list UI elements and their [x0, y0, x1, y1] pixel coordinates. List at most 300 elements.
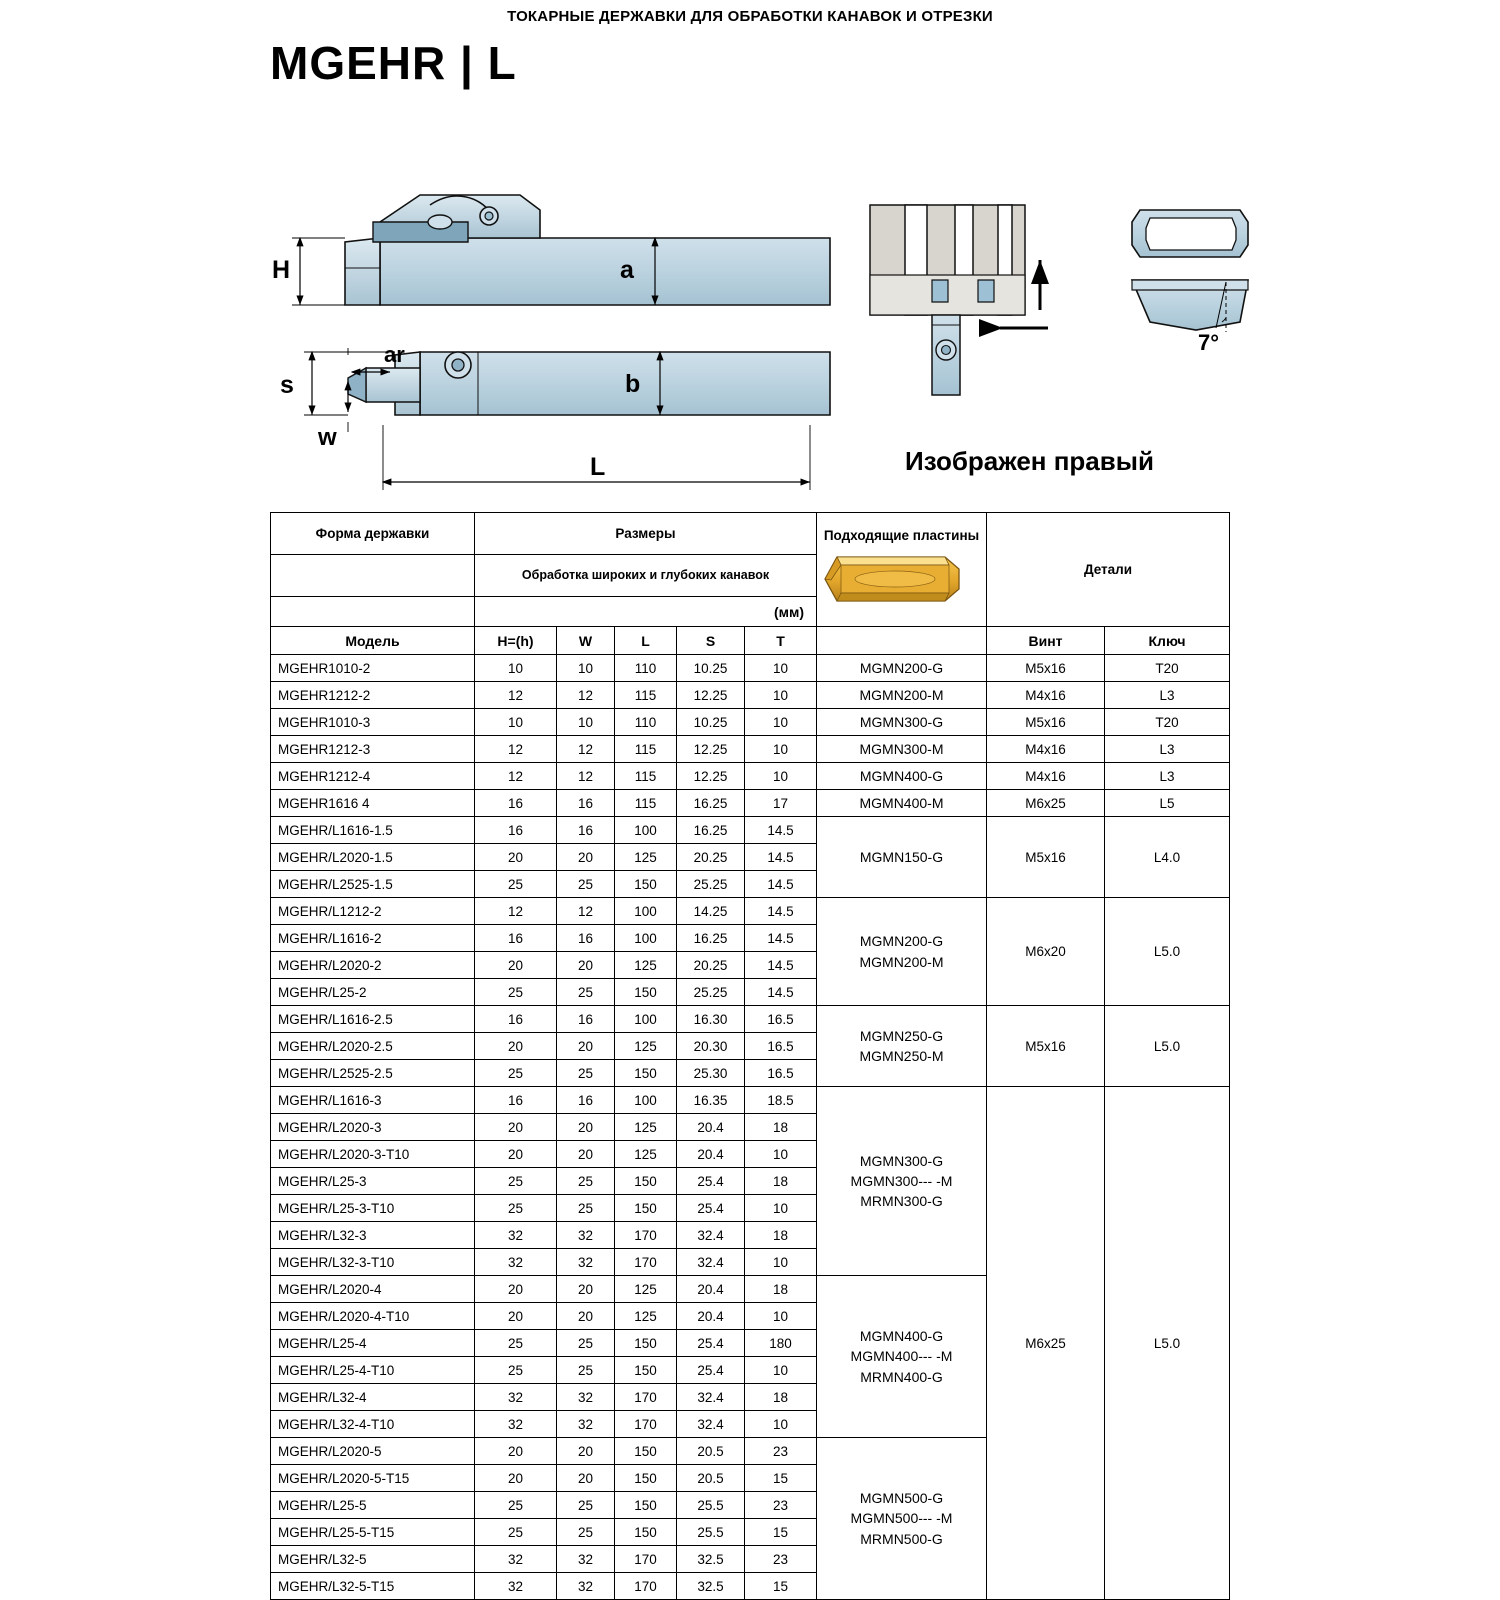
cell-s: 25.4 — [677, 1357, 745, 1384]
cell-s: 20.5 — [677, 1438, 745, 1465]
cell-l: 150 — [615, 1465, 677, 1492]
cell-insert — [817, 898, 987, 1006]
cell-s: 25.5 — [677, 1519, 745, 1546]
cell-model: MGEHR/L32-4-T10 — [271, 1411, 475, 1438]
th-model: Модель — [271, 627, 475, 655]
cell-h: 10 — [475, 709, 557, 736]
th-sizes: Размеры — [475, 513, 817, 555]
cell-screw: M6x25 — [987, 790, 1105, 817]
cell-h: 32 — [475, 1573, 557, 1600]
th-details: Детали — [987, 513, 1230, 627]
cell-model: MGEHR/L2020-2 — [271, 952, 475, 979]
cell-t: 10 — [745, 682, 817, 709]
svg-text:ar: ar — [384, 342, 405, 367]
cell-insert — [817, 763, 987, 790]
cell-key: L5 — [1105, 790, 1230, 817]
cell-insert — [817, 817, 987, 898]
insert-line: MGMN250-M — [859, 1048, 944, 1064]
cell-s: 25.25 — [677, 871, 745, 898]
cell-w: 25 — [557, 979, 615, 1006]
cell-h: 25 — [475, 1492, 557, 1519]
insert-line: MGMN500--- -M — [850, 1510, 953, 1527]
cell-key: L5.0 — [1105, 898, 1230, 1006]
cell-w: 12 — [557, 898, 615, 925]
cell-h: 10 — [475, 655, 557, 682]
cell-h: 12 — [475, 736, 557, 763]
cell-t: 15 — [745, 1573, 817, 1600]
insert-line: MGMN200-M — [859, 953, 944, 970]
cell-h: 20 — [475, 1141, 557, 1168]
cell-w: 20 — [557, 1303, 615, 1330]
cell-model: MGEHR/L32-4 — [271, 1384, 475, 1411]
cell-w: 32 — [557, 1411, 615, 1438]
cell-w: 25 — [557, 1519, 615, 1546]
cell-t: 14.5 — [745, 817, 817, 844]
cell-t: 14.5 — [745, 871, 817, 898]
cell-screw: M5x16 — [987, 817, 1105, 898]
cell-l: 150 — [615, 1195, 677, 1222]
cell-t: 15 — [745, 1465, 817, 1492]
cell-l: 125 — [615, 1033, 677, 1060]
cell-s: 20.25 — [677, 844, 745, 871]
cell-l: 125 — [615, 1276, 677, 1303]
insert-line: MGMN300-M — [859, 740, 944, 757]
cell-model: MGEHR1212-2 — [271, 682, 475, 709]
cell-t: 14.5 — [745, 979, 817, 1006]
cell-w: 10 — [557, 655, 615, 682]
table-row — [271, 817, 1230, 844]
cell-model: MGEHR/L32-5-T15 — [271, 1573, 475, 1600]
cell-insert — [817, 790, 987, 817]
table-row — [271, 1087, 1230, 1114]
cell-w: 20 — [557, 1465, 615, 1492]
svg-text:H: H — [272, 256, 291, 284]
cell-s: 12.25 — [677, 736, 745, 763]
table-row — [271, 709, 1230, 736]
cell-model: MGEHR/L2020-5 — [271, 1438, 475, 1465]
cell-t: 18 — [745, 1276, 817, 1303]
cell-t: 16.5 — [745, 1033, 817, 1060]
cell-screw: M5x16 — [987, 709, 1105, 736]
cell-h: 25 — [475, 979, 557, 1006]
insert-line: MGMN250-G — [859, 1027, 944, 1044]
cell-model: MGEHR/L25-3-T10 — [271, 1195, 475, 1222]
cell-model: MGEHR/L1212-2 — [271, 898, 475, 925]
cell-w: 20 — [557, 1033, 615, 1060]
cell-h: 12 — [475, 763, 557, 790]
cell-s: 20.5 — [677, 1465, 745, 1492]
th-l: L — [615, 627, 677, 655]
cell-h: 20 — [475, 952, 557, 979]
cell-t: 10 — [745, 1195, 817, 1222]
cell-model: MGEHR1212-3 — [271, 736, 475, 763]
cell-t: 18.5 — [745, 1087, 817, 1114]
cell-insert — [817, 655, 987, 682]
cell-key: L5.0 — [1105, 1087, 1230, 1600]
cell-t: 18 — [745, 1114, 817, 1141]
cell-l: 150 — [615, 1168, 677, 1195]
cell-s: 25.4 — [677, 1330, 745, 1357]
insert-line: MRMN500-G — [860, 1530, 943, 1547]
cell-w: 20 — [557, 1141, 615, 1168]
cell-h: 20 — [475, 1033, 557, 1060]
cell-h: 25 — [475, 1357, 557, 1384]
cell-model: MGEHR/L32-5 — [271, 1546, 475, 1573]
cell-t: 10 — [745, 736, 817, 763]
cell-insert — [817, 682, 987, 709]
cell-screw: M6x20 — [987, 898, 1105, 1006]
cell-s: 32.4 — [677, 1411, 745, 1438]
cell-model: MGEHR/L1616-2.5 — [271, 1006, 475, 1033]
cell-t: 10 — [745, 709, 817, 736]
cell-h: 20 — [475, 1465, 557, 1492]
cell-s: 20.25 — [677, 952, 745, 979]
cell-s: 16.30 — [677, 1006, 745, 1033]
cell-h: 25 — [475, 1195, 557, 1222]
cell-t: 16.5 — [745, 1060, 817, 1087]
cell-w: 20 — [557, 952, 615, 979]
cell-model: MGEHR/L25-5-T15 — [271, 1519, 475, 1546]
cell-w: 25 — [557, 1330, 615, 1357]
th-inserts: Подходящие пластины — [823, 528, 980, 544]
cell-w: 25 — [557, 1357, 615, 1384]
cell-l: 170 — [615, 1573, 677, 1600]
cell-l: 115 — [615, 790, 677, 817]
insert-illustration — [817, 549, 967, 611]
cell-s: 20.4 — [677, 1276, 745, 1303]
cell-h: 25 — [475, 1330, 557, 1357]
cell-s: 32.4 — [677, 1222, 745, 1249]
cell-l: 170 — [615, 1249, 677, 1276]
table-row — [271, 1006, 1230, 1033]
table-row — [271, 655, 1230, 682]
insert-line: MGMN200-G — [859, 933, 944, 950]
cell-s: 25.25 — [677, 979, 745, 1006]
cell-w: 20 — [557, 1438, 615, 1465]
cell-w: 10 — [557, 709, 615, 736]
cell-w: 25 — [557, 1168, 615, 1195]
cell-h: 25 — [475, 1519, 557, 1546]
cell-l: 115 — [615, 763, 677, 790]
cell-t: 16.5 — [745, 1006, 817, 1033]
cell-key: T20 — [1105, 709, 1230, 736]
cell-model: MGEHR/L25-4-T10 — [271, 1357, 475, 1384]
cell-l: 110 — [615, 655, 677, 682]
cell-t: 18 — [745, 1384, 817, 1411]
cell-t: 180 — [745, 1330, 817, 1357]
cell-l: 170 — [615, 1546, 677, 1573]
cell-w: 32 — [557, 1222, 615, 1249]
cell-key: L3 — [1105, 682, 1230, 709]
cell-l: 100 — [615, 898, 677, 925]
cell-l: 115 — [615, 736, 677, 763]
cell-s: 32.5 — [677, 1546, 745, 1573]
cell-w: 16 — [557, 817, 615, 844]
cell-h: 16 — [475, 1006, 557, 1033]
cell-s: 20.4 — [677, 1141, 745, 1168]
svg-text:L: L — [590, 453, 606, 481]
cell-h: 12 — [475, 682, 557, 709]
table-row — [271, 736, 1230, 763]
th-h: H=(h) — [475, 627, 557, 655]
cell-t: 23 — [745, 1492, 817, 1519]
cell-key: L5.0 — [1105, 1006, 1230, 1087]
svg-text:Изображен правый: Изображен правый — [905, 446, 1154, 476]
cell-model: MGEHR/L32-3-T10 — [271, 1249, 475, 1276]
insert-photo-cell — [817, 513, 987, 627]
cell-h: 32 — [475, 1411, 557, 1438]
cell-model: MGEHR/L2020-3 — [271, 1114, 475, 1141]
cell-s: 10.25 — [677, 655, 745, 682]
cell-t: 10 — [745, 1249, 817, 1276]
cell-s: 16.25 — [677, 925, 745, 952]
cell-insert — [817, 736, 987, 763]
th-mm: (мм) — [475, 597, 817, 627]
svg-text:w: w — [318, 424, 337, 451]
cell-t: 17 — [745, 790, 817, 817]
cell-screw: M4x16 — [987, 763, 1105, 790]
th-form-blank2 — [271, 597, 475, 627]
cell-model: MGEHR/L1616-1.5 — [271, 817, 475, 844]
cell-screw: M5x16 — [987, 1006, 1105, 1087]
cell-screw: M4x16 — [987, 736, 1105, 763]
cell-h: 16 — [475, 817, 557, 844]
th-form-blank — [271, 555, 475, 597]
cell-l: 125 — [615, 844, 677, 871]
th-screw: Винт — [987, 627, 1105, 655]
cell-h: 25 — [475, 1060, 557, 1087]
cell-l: 150 — [615, 1330, 677, 1357]
th-t: T — [745, 627, 817, 655]
cell-w: 16 — [557, 790, 615, 817]
th-form: Форма державки — [271, 513, 475, 555]
cell-w: 20 — [557, 1276, 615, 1303]
cell-t: 10 — [745, 1411, 817, 1438]
insert-line: MGMN200-M — [859, 686, 944, 703]
cell-h: 20 — [475, 1438, 557, 1465]
cell-l: 110 — [615, 709, 677, 736]
cell-s: 16.25 — [677, 817, 745, 844]
cell-w: 20 — [557, 1114, 615, 1141]
th-inserts-blank — [817, 627, 987, 655]
cell-t: 14.5 — [745, 952, 817, 979]
cell-h: 20 — [475, 844, 557, 871]
cell-l: 100 — [615, 925, 677, 952]
cell-t: 10 — [745, 1141, 817, 1168]
table-row — [271, 790, 1230, 817]
cell-s: 16.35 — [677, 1087, 745, 1114]
cell-w: 16 — [557, 1006, 615, 1033]
cell-s: 25.4 — [677, 1168, 745, 1195]
cell-l: 125 — [615, 1114, 677, 1141]
cell-model: MGEHR/L2020-3-T10 — [271, 1141, 475, 1168]
cell-l: 170 — [615, 1222, 677, 1249]
cell-t: 10 — [745, 763, 817, 790]
cell-model: MGEHR1616 4 — [271, 790, 475, 817]
cell-h: 25 — [475, 1168, 557, 1195]
cell-model: MGEHR/L2020-5-T15 — [271, 1465, 475, 1492]
table-row — [271, 682, 1230, 709]
th-wide-deep: Обработка широких и глубоких канавок — [475, 555, 817, 597]
cell-s: 32.4 — [677, 1249, 745, 1276]
cell-l: 150 — [615, 979, 677, 1006]
cell-l: 125 — [615, 1141, 677, 1168]
insert-line: MGMN300--- -M — [850, 1172, 953, 1189]
cell-model: MGEHR/L1616-2 — [271, 925, 475, 952]
insert-line: MGMN400--- -M — [850, 1348, 953, 1365]
cell-s: 25.5 — [677, 1492, 745, 1519]
cell-l: 100 — [615, 1006, 677, 1033]
cell-key: L3 — [1105, 763, 1230, 790]
cell-model: MGEHR/L25-3 — [271, 1168, 475, 1195]
cell-model: MGEHR/L2020-2.5 — [271, 1033, 475, 1060]
technical-drawing — [0, 150, 1500, 510]
page-subtitle: ТОКАРНЫЕ ДЕРЖАВКИ ДЛЯ ОБРАБОТКИ КАНАВОК И ОТРЕЗКИ — [507, 8, 993, 25]
cell-key: L4.0 — [1105, 817, 1230, 898]
cell-model: MGEHR/L2020-4 — [271, 1276, 475, 1303]
cell-w: 32 — [557, 1384, 615, 1411]
cell-h: 16 — [475, 925, 557, 952]
cell-s: 12.25 — [677, 763, 745, 790]
insert-line: MGMN150-G — [859, 848, 944, 865]
cell-s: 32.4 — [677, 1384, 745, 1411]
cell-s: 20.4 — [677, 1303, 745, 1330]
insert-line: MRMN400-G — [860, 1368, 943, 1385]
cell-model: MGEHR/L25-5 — [271, 1492, 475, 1519]
cell-w: 20 — [557, 844, 615, 871]
cell-w: 12 — [557, 763, 615, 790]
cell-w: 12 — [557, 736, 615, 763]
cell-t: 23 — [745, 1438, 817, 1465]
svg-text:s: s — [280, 371, 294, 399]
cell-h: 25 — [475, 871, 557, 898]
cell-key: T20 — [1105, 655, 1230, 682]
cell-h: 20 — [475, 1114, 557, 1141]
cell-key: L3 — [1105, 736, 1230, 763]
cell-screw: M6x25 — [987, 1087, 1105, 1600]
cell-w: 25 — [557, 1492, 615, 1519]
cell-t: 14.5 — [745, 925, 817, 952]
cell-l: 150 — [615, 1492, 677, 1519]
cell-l: 150 — [615, 1519, 677, 1546]
insert-line: MRMN300-G — [860, 1193, 943, 1210]
cell-w: 25 — [557, 1195, 615, 1222]
cell-l: 150 — [615, 871, 677, 898]
insert-line: MGMN400-G — [859, 1328, 944, 1345]
cell-screw: M4x16 — [987, 682, 1105, 709]
cell-l: 125 — [615, 952, 677, 979]
cell-model: MGEHR/L2020-1.5 — [271, 844, 475, 871]
table-row — [271, 763, 1230, 790]
cell-s: 16.25 — [677, 790, 745, 817]
cell-l: 150 — [615, 1438, 677, 1465]
cell-w: 12 — [557, 682, 615, 709]
insert-line: MGMN200-G — [859, 659, 944, 676]
cell-s: 32.5 — [677, 1573, 745, 1600]
cell-l: 100 — [615, 1087, 677, 1114]
cell-model: MGEHR/L2020-4-T10 — [271, 1303, 475, 1330]
cell-insert — [817, 709, 987, 736]
cell-l: 150 — [615, 1060, 677, 1087]
cell-model: MGEHR/L2525-1.5 — [271, 871, 475, 898]
svg-text:b: b — [625, 370, 641, 398]
svg-text:7°: 7° — [1198, 330, 1220, 355]
cell-w: 16 — [557, 925, 615, 952]
cell-t: 14.5 — [745, 844, 817, 871]
cell-h: 32 — [475, 1222, 557, 1249]
cell-w: 32 — [557, 1546, 615, 1573]
cell-insert — [817, 1087, 987, 1276]
cell-h: 16 — [475, 790, 557, 817]
specification-table — [270, 512, 1230, 1600]
cell-h: 32 — [475, 1546, 557, 1573]
cell-t: 23 — [745, 1546, 817, 1573]
cell-model: MGEHR/L25-2 — [271, 979, 475, 1006]
cell-h: 32 — [475, 1384, 557, 1411]
cell-t: 18 — [745, 1222, 817, 1249]
insert-line: MGMN300-G — [859, 713, 944, 730]
cell-t: 18 — [745, 1168, 817, 1195]
cell-insert — [817, 1006, 987, 1087]
cell-model: MGEHR1010-3 — [271, 709, 475, 736]
cell-model: MGEHR1212-4 — [271, 763, 475, 790]
cell-h: 12 — [475, 898, 557, 925]
cell-s: 10.25 — [677, 709, 745, 736]
cell-t: 10 — [745, 1357, 817, 1384]
insert-line: MGMN300-G — [859, 1152, 944, 1169]
cell-l: 125 — [615, 1303, 677, 1330]
cell-l: 100 — [615, 817, 677, 844]
cell-s: 20.4 — [677, 1114, 745, 1141]
svg-text:a: a — [620, 256, 634, 284]
cell-h: 20 — [475, 1276, 557, 1303]
page-title: MGEHR | L — [270, 37, 517, 89]
cell-t: 14.5 — [745, 898, 817, 925]
cell-t: 10 — [745, 1303, 817, 1330]
insert-line: MGMN400-M — [859, 794, 944, 811]
cell-t: 15 — [745, 1519, 817, 1546]
cell-h: 32 — [475, 1249, 557, 1276]
cell-l: 150 — [615, 1357, 677, 1384]
cell-insert — [817, 1438, 987, 1600]
cell-t: 10 — [745, 655, 817, 682]
cell-h: 16 — [475, 1087, 557, 1114]
insert-line: MGMN500-G — [859, 1490, 944, 1507]
cell-model: MGEHR/L2525-2.5 — [271, 1060, 475, 1087]
cell-screw: M5x16 — [987, 655, 1105, 682]
th-w: W — [557, 627, 615, 655]
cell-model: MGEHR/L32-3 — [271, 1222, 475, 1249]
cell-w: 32 — [557, 1249, 615, 1276]
cell-w: 16 — [557, 1087, 615, 1114]
th-s: S — [677, 627, 745, 655]
th-key: Ключ — [1105, 627, 1230, 655]
insert-line: MGMN400-G — [859, 767, 944, 784]
cell-model: MGEHR1010-2 — [271, 655, 475, 682]
cell-s: 14.25 — [677, 898, 745, 925]
cell-model: MGEHR/L25-4 — [271, 1330, 475, 1357]
cell-l: 115 — [615, 682, 677, 709]
cell-h: 20 — [475, 1303, 557, 1330]
cell-s: 12.25 — [677, 682, 745, 709]
table-row — [271, 898, 1230, 925]
cell-w: 25 — [557, 1060, 615, 1087]
cell-s: 25.4 — [677, 1195, 745, 1222]
cell-w: 25 — [557, 871, 615, 898]
cell-s: 20.30 — [677, 1033, 745, 1060]
cell-l: 170 — [615, 1411, 677, 1438]
cell-w: 32 — [557, 1573, 615, 1600]
